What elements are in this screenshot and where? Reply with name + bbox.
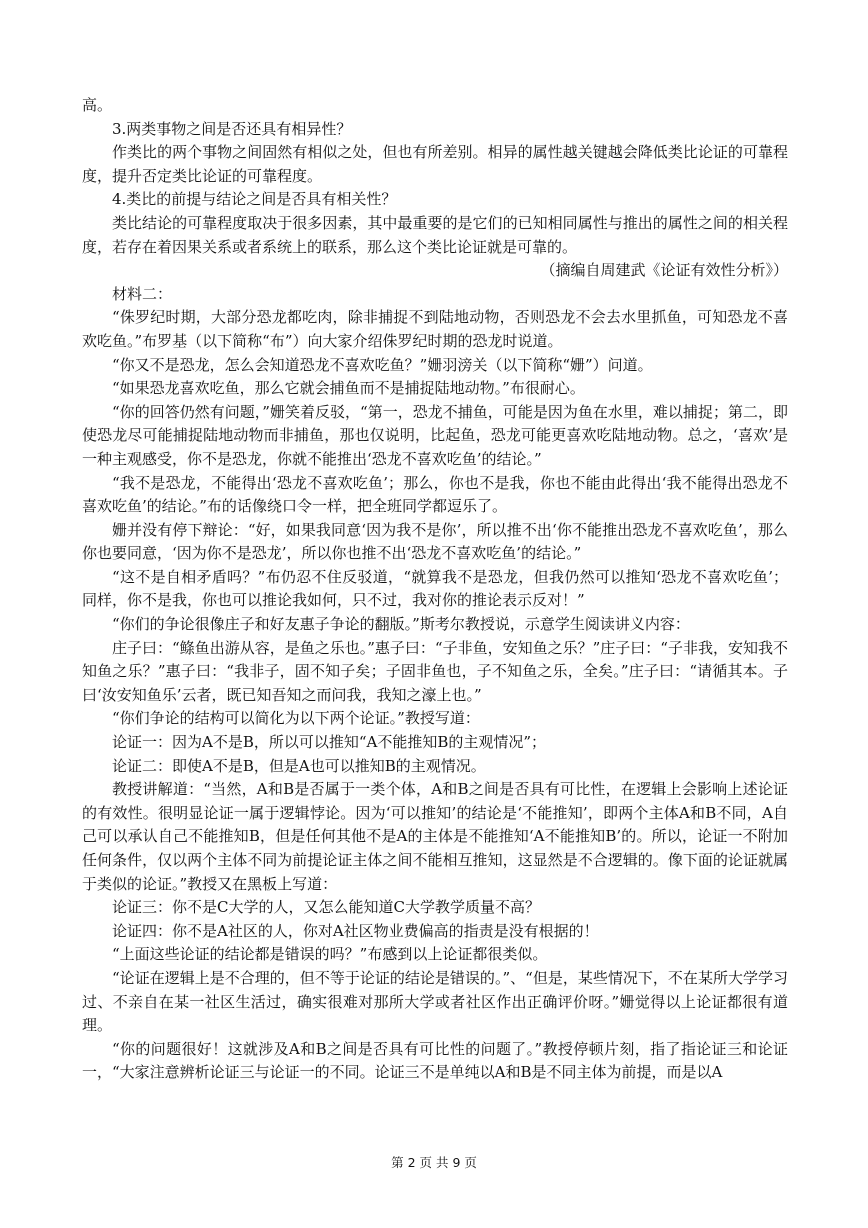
paragraph: 庄子曰：“鲦鱼出游从容，是鱼之乐也。”惠子曰：“子非鱼，安知鱼之乐？”庄子曰：“子非我，安知我不知鱼之乐？”惠子曰：“我非子，固不知子矣；子固非鱼也，子不知鱼之乐，全矣。”庄子曰：“请循其本。子曰‘汝安知鱼乐’云者，既已知吾知之而问我，我知之濠上也。” [82, 638, 788, 704]
paragraph: “如果恐龙喜欢吃鱼，那么它就会捕鱼而不是捕捉陆地动物。”布很耐心。 [112, 379, 585, 398]
paragraph: 论证三：你不是C大学的人，又怎么能知道C大学教学质量不高？ [112, 898, 540, 917]
paragraph: 教授讲解道：“当然，A和B是否属于一类个体，A和B之间是否具有可比性，在逻辑上会影响上述论证的有效性。很明显论证一属于逻辑悖论。因为‘可以推知’的结论是‘不能推知’，即两个主体A和B不同，A自己可以承认自己不能推知B，但是任何其他不是A的主体是不能推知‘A不能推知B’的。所以，论证一不附加任何条件，仅以两个主体不同为前提论证主体之间不能相互推知，这显然是不合逻辑的。像下面的论证就属于类似的论证。”教授又在黑板上写道： [82, 780, 788, 893]
paragraph: 高。 [82, 96, 113, 114]
paragraph: 姗并没有停下辩论：“好，如果我同意‘因为我不是你’，所以推不出‘你不能推出恐龙不喜欢吃鱼’，那么你也要同意，‘因为你不是恐龙’，所以你也推不出‘恐龙不喜欢吃鱼’的结论。” [82, 520, 788, 563]
paragraph: “你们的争论很像庄子和好友惠子争论的翻版。”斯考尔教授说，示意学生阅读讲义内容： [112, 615, 690, 634]
paragraph: 3.两类事物之间是否还具有相异性？ [112, 119, 352, 138]
page-footer: 第 2 页 共 9 页 [391, 1155, 477, 1170]
paragraph: “上面这些论证的结论都是错误的吗？”布感到以上论证都很类似。 [112, 945, 548, 964]
paragraph: “这不是自相矛盾吗？”布仍忍不住反驳道，“就算我不是恐龙，但我仍然可以推知‘恐龙不喜欢吃鱼’；同样，你不是我，你也可以推论我如何，只不过，我对你的推论表示反对！” [82, 567, 788, 610]
document-body [82, 94, 788, 1085]
paragraph: “侏罗纪时期，大部分恐龙都吃肉，除非捕捉不到陆地动物，否则恐龙不会去水里抓鱼，可知恐龙不喜欢吃鱼。”布罗基（以下简称“布”）向大家介绍侏罗纪时期的恐龙时说道。 [82, 308, 788, 350]
paragraph: 4.类比的前提与结论之间是否具有相关性？ [112, 190, 397, 209]
paragraph: “你又不是恐龙，怎么会知道恐龙不喜欢吃鱼？”姗羽滂关（以下简称“姗”）问道。 [112, 355, 653, 374]
paragraph: （摘编自周建武《论证有效性分析》） [540, 261, 788, 280]
paragraph: “你的问题很好！这就涉及A和B之间是否具有可比性的问题了。”教授停顿片刻，指了指论证三和论证一，“大家注意辨析论证三与论证一的不同。论证三不是单纯以A和B是不同主体为前提，而是以A [82, 1039, 788, 1082]
paragraph: 论证一：因为A不是B，所以可以推知“A不能推知B的主观情况”； [112, 733, 547, 752]
paragraph: 论证二：即使A不是B，但是A也可以推知B的主观情况。 [112, 756, 486, 775]
paragraph: “你们争论的结构可以简化为以下两个论证。”教授写道： [112, 709, 480, 728]
paragraph: 论证四：你不是A社区的人，你对A社区物业费偏高的指责是没有根据的！ [112, 921, 599, 940]
paragraph: “你的回答仍然有问题，”姗笑着反驳，“第一，恐龙不捕鱼，可能是因为鱼在水里，难以捕捉；第二，即使恐龙尽可能捕捉陆地动物而非捕鱼，那也仅说明，比起鱼，恐龙可能更喜欢吃陆地动物。总之，‘喜欢’是一种主观感受，你不是恐龙，你就不能推出‘恐龙不喜欢吃鱼’的结论。” [82, 402, 788, 468]
paragraph: 作类比的两个事物之间固然有相似之处，但也有所差别。相异的属性越关键越会降低类比论证的可靠程度，提升否定类比论证的可靠程度。 [82, 143, 788, 185]
paragraph: 材料二： [112, 284, 173, 303]
paragraph: “论证在逻辑上是不合理的，但不等于论证的结论是错误的。”、“但是，某些情况下，不在某所大学学习过、不亲自在某一社区生活过，确实很难对那所大学或者社区作出正确评价呀。”姗觉得以上论证都很有道理。 [82, 968, 788, 1035]
paragraph: “我不是恐龙，不能得出‘恐龙不喜欢吃鱼’；那么，你也不是我，你也不能由此得出‘我不能得出恐龙不喜欢吃鱼’的结论。”布的话像绕口令一样，把全班同学都逗乐了。 [82, 473, 788, 516]
paragraph: 类比结论的可靠程度取决于很多因素，其中最重要的是它们的已知相同属性与推出的属性之间的相关程度，若存在着因果关系或者系统上的联系，那么这个类比论证就是可靠的。 [82, 213, 788, 256]
